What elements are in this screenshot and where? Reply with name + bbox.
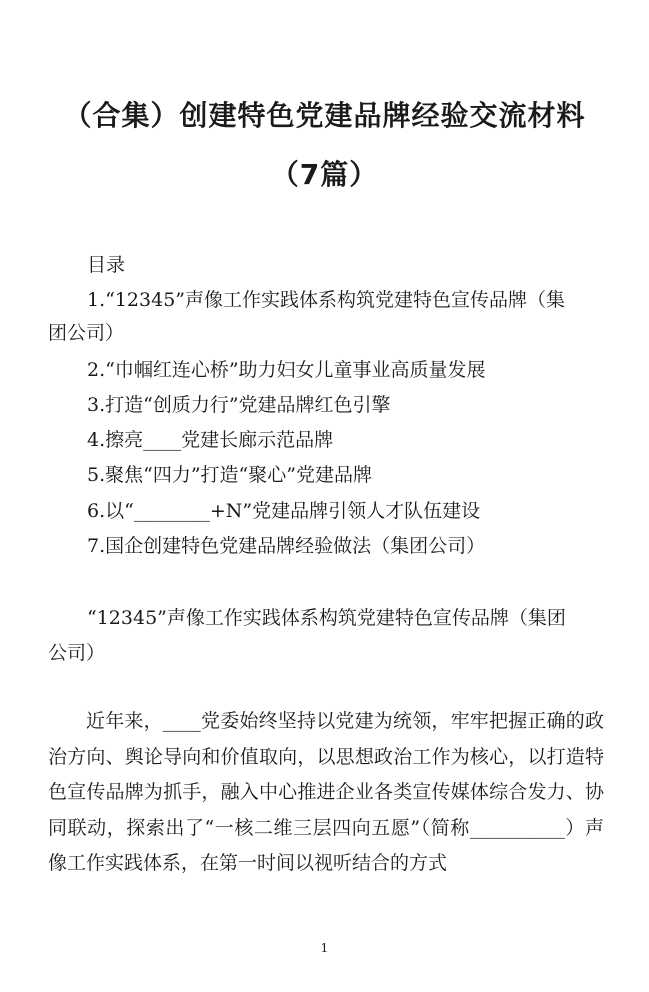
- toc-item-4: 4.擦亮____党建长廊示范品牌: [87, 429, 334, 451]
- section-title-continued: 公司）: [48, 642, 106, 664]
- page-number: 1: [320, 941, 329, 955]
- toc-item-3: 3.打造“创质力行”党建品牌红色引擎: [87, 394, 391, 416]
- toc-item-6: 6.以“________+N”党建品牌引领人才队伍建设: [87, 500, 481, 522]
- toc-item-1-continued: 团公司）: [48, 322, 125, 344]
- section-title: “12345”声像工作实践体系构筑党建特色宣传品牌（集团: [87, 607, 566, 629]
- document-title: （合集）创建特色党建品牌经验交流材料: [63, 99, 586, 132]
- toc-item-5: 5.聚焦“四力”打造“聚心”党建品牌: [87, 464, 372, 486]
- document-title-count: （7篇）: [270, 158, 379, 191]
- toc-item-7: 7.国企创建特色党建品牌经验做法（集团公司）: [87, 535, 486, 557]
- toc-heading: 目录: [87, 254, 126, 276]
- toc-item-2: 2.“巾帼红连心桥”助力妇女儿童事业高质量发展: [87, 359, 486, 381]
- toc-item-1: 1.“12345”声像工作实践体系构筑党建特色宣传品牌（集: [87, 289, 565, 311]
- body-paragraph: 近年来，____党委始终坚持以党建为统领，牢牢把握正确的政治方向、舆论导向和价值取向，以思想政治工作为核心，以打造特色宣传品牌为抓手，融入中心推进企业各类宣传媒体综合发力、协同联动，探索出了“一核二维三层四向五愿”（简称__________）声像工作实践体系，在第一时间以视听结合的方式: [48, 710, 604, 874]
